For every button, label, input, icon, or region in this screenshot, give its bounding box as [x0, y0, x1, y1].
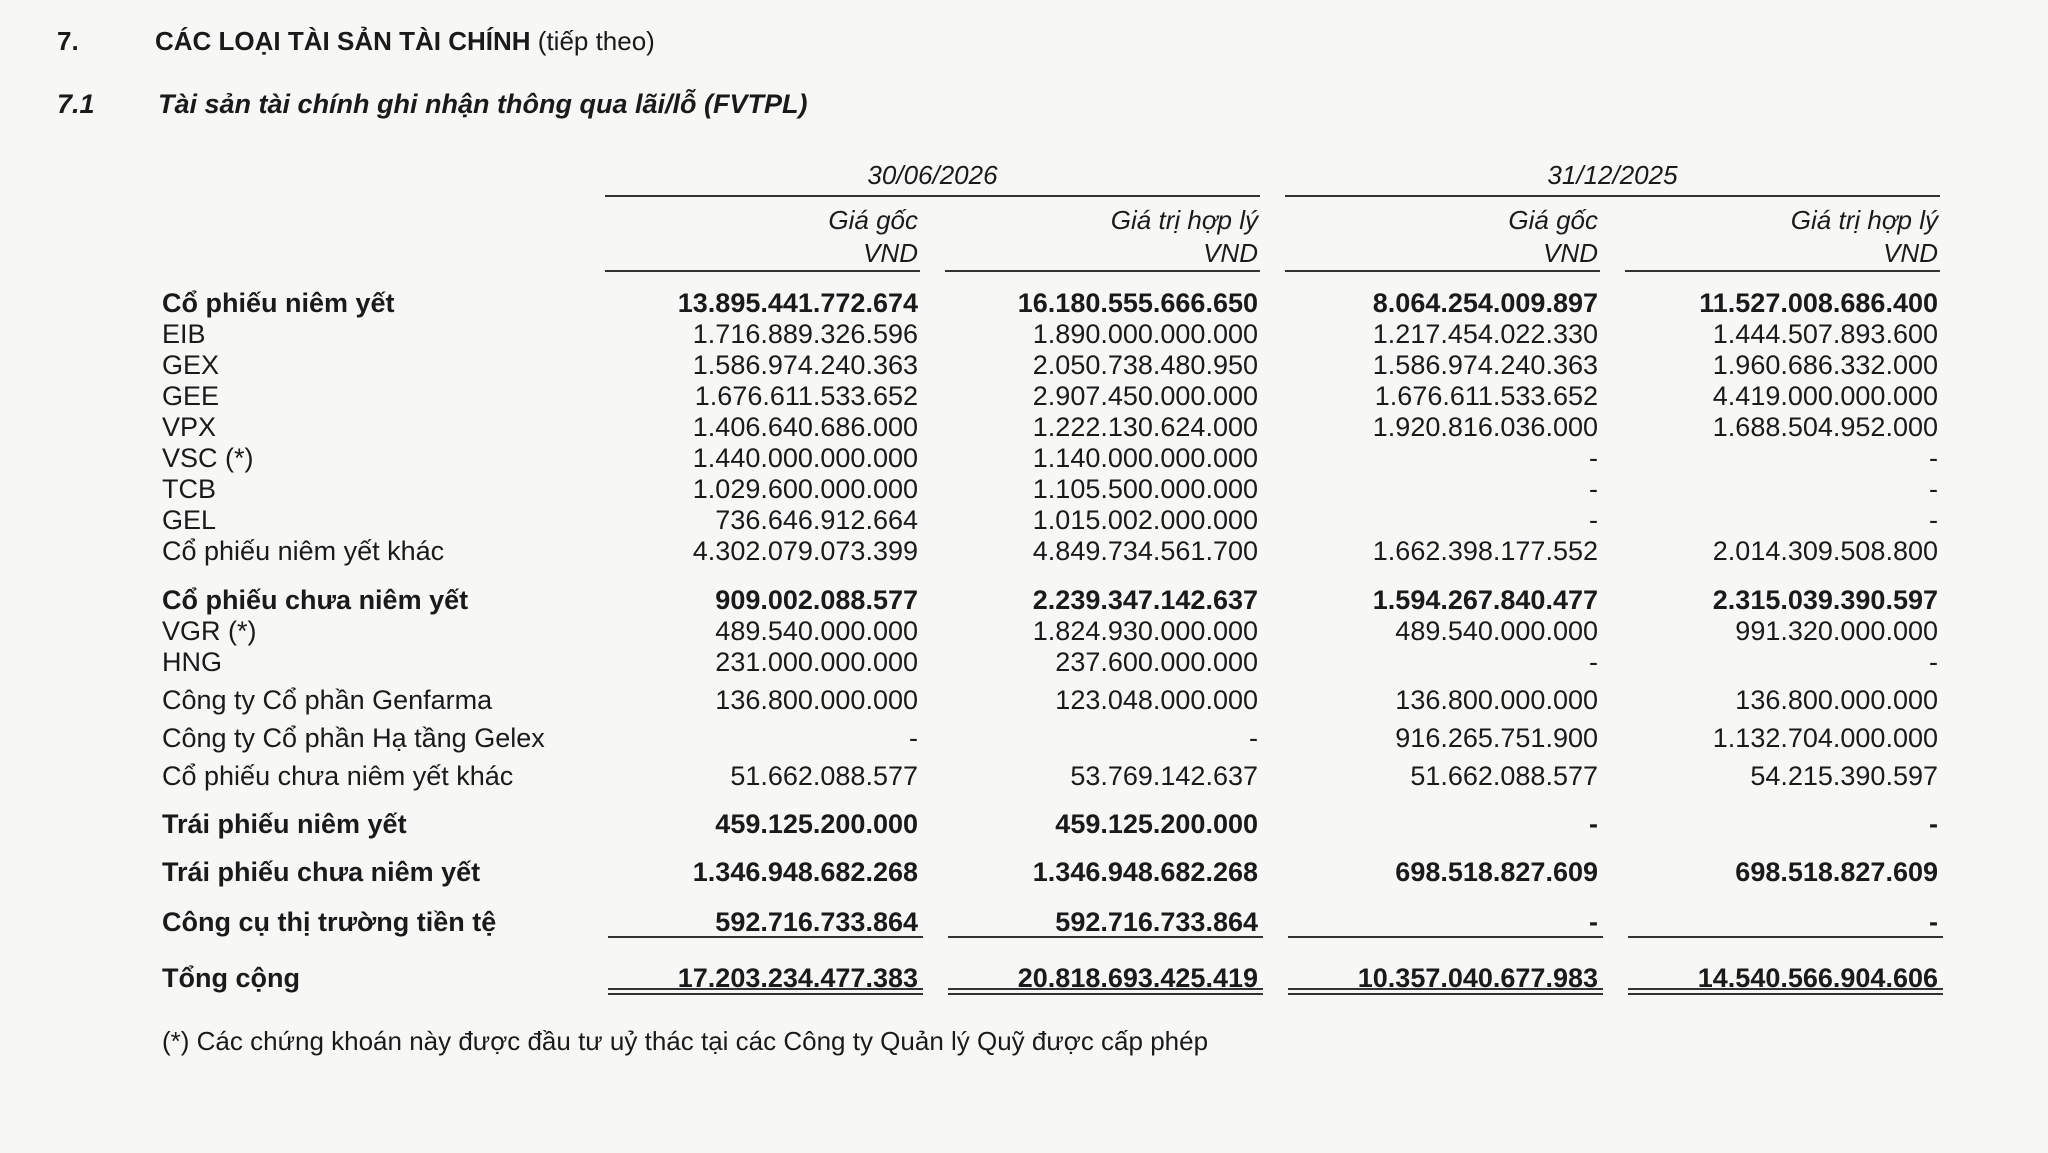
row-value-4: 2.014.309.508.800 — [1712, 536, 1938, 566]
table-row — [0, 411, 2048, 443]
section-title — [155, 26, 655, 57]
row-value-2: 123.048.000.000 — [1055, 685, 1258, 715]
total-double-rule-1 — [608, 988, 923, 995]
row-value-3: - — [1589, 907, 1598, 937]
row-value-2: 2.907.450.000.000 — [1032, 381, 1258, 411]
col-header-fair-1-label: Giá trị hợp lý — [1110, 205, 1258, 235]
row-value-4: 2.315.039.390.597 — [1712, 585, 1938, 615]
row-value-3: - — [1589, 505, 1598, 535]
header-rule-4 — [1625, 270, 1940, 272]
row-value-2: 592.716.733.864 — [1055, 907, 1258, 937]
row-value-1: 489.540.000.000 — [715, 616, 918, 646]
row-label: Tổng cộng — [162, 963, 300, 993]
row-label: VSC (*) — [162, 443, 254, 473]
row-value-4: - — [1929, 474, 1938, 504]
row-label: Công ty Cổ phần Genfarma — [162, 685, 493, 715]
col-header-fair-2 — [1618, 204, 1938, 270]
row-value-2: 1.015.002.000.000 — [1032, 505, 1258, 535]
row-value-2: 16.180.555.666.650 — [1017, 288, 1258, 318]
row-value-3: 10.357.040.677.983 — [1357, 963, 1598, 993]
row-value-2: 4.849.734.561.700 — [1032, 536, 1258, 566]
row-value-4: 14.540.566.904.606 — [1697, 963, 1938, 993]
row-value-1: 1.586.974.240.363 — [692, 350, 918, 380]
row-value-2: 1.890.000.000.000 — [1032, 319, 1258, 349]
row-label: EIB — [162, 319, 206, 349]
total-double-rule-2 — [948, 988, 1263, 995]
table-row — [0, 615, 2048, 647]
col-header-cost-1-unit: VND — [863, 238, 918, 268]
table-row — [0, 380, 2048, 412]
header-rule-3 — [1285, 270, 1600, 272]
table-row — [0, 473, 2048, 505]
row-value-4: 11.527.008.686.400 — [1699, 288, 1938, 318]
row-value-1: 1.440.000.000.000 — [692, 443, 918, 473]
table-row-group — [0, 856, 2048, 888]
header-rule-1 — [605, 270, 920, 272]
total-double-rule-3 — [1288, 988, 1603, 995]
subtotal-rule-4 — [1628, 936, 1943, 938]
row-value-1: 1.029.600.000.000 — [692, 474, 918, 504]
section-number: 7. — [57, 26, 79, 56]
period-rule-2 — [1285, 195, 1940, 197]
row-value-1: 231.000.000.000 — [715, 647, 918, 677]
row-value-3: 1.920.816.036.000 — [1372, 412, 1598, 442]
row-label: TCB — [162, 474, 216, 504]
row-value-4: 991.320.000.000 — [1735, 616, 1938, 646]
row-value-3: 1.594.267.840.477 — [1372, 585, 1598, 615]
header-rule-2 — [945, 270, 1260, 272]
row-value-3: 1.676.611.533.652 — [1374, 381, 1598, 411]
row-value-3: 1.662.398.177.552 — [1372, 536, 1598, 566]
row-value-2: 53.769.142.637 — [1070, 761, 1258, 791]
row-value-3: 8.064.254.009.897 — [1372, 288, 1598, 318]
subsection-title: Tài sản tài chính ghi nhận thông qua lãi/lỗ (FVTPL) — [158, 89, 808, 119]
row-label: Cổ phiếu niêm yết — [162, 288, 395, 318]
row-value-2: 1.222.130.624.000 — [1032, 412, 1258, 442]
row-label: Cổ phiếu chưa niêm yết — [162, 585, 469, 615]
subtotal-rule-3 — [1288, 936, 1603, 938]
row-value-4: 4.419.000.000.000 — [1712, 381, 1938, 411]
row-value-1: 459.125.200.000 — [715, 809, 918, 839]
table-row — [0, 349, 2048, 381]
row-value-1: 51.662.088.577 — [730, 761, 918, 791]
row-value-4: 1.960.686.332.000 — [1712, 350, 1938, 380]
row-value-3: 1.217.454.022.330 — [1372, 319, 1598, 349]
row-value-4: - — [1929, 809, 1938, 839]
row-value-3: - — [1589, 474, 1598, 504]
row-value-3: 489.540.000.000 — [1395, 616, 1598, 646]
row-value-4: 1.132.704.000.000 — [1712, 723, 1938, 753]
section-title-text: CÁC LOẠI TÀI SẢN TÀI CHÍNH — [155, 26, 531, 56]
table-row — [0, 535, 2048, 567]
row-value-1: 1.346.948.682.268 — [692, 857, 918, 887]
period-date-1: 30/06/2026 — [867, 160, 998, 190]
row-label: GEL — [162, 505, 217, 535]
col-header-cost-2 — [1278, 204, 1598, 270]
col-header-fair-2-label: Giá trị hợp lý — [1790, 205, 1938, 235]
row-value-1: 592.716.733.864 — [715, 907, 918, 937]
row-value-2: 2.050.738.480.950 — [1032, 350, 1258, 380]
table-row-group — [0, 287, 2048, 319]
section-title-suffix: (tiếp theo) — [537, 26, 655, 56]
row-value-4: 54.215.390.597 — [1750, 761, 1938, 791]
row-value-2: 237.600.000.000 — [1055, 647, 1258, 677]
row-label: Công cụ thị trường tiền tệ — [162, 907, 497, 937]
row-value-1: 136.800.000.000 — [715, 685, 918, 715]
col-header-fair-1 — [938, 204, 1258, 270]
row-value-3: 1.586.974.240.363 — [1372, 350, 1598, 380]
row-value-3: 51.662.088.577 — [1410, 761, 1598, 791]
row-value-2: 1.105.500.000.000 — [1032, 474, 1258, 504]
table-row — [0, 504, 2048, 536]
row-value-2: 1.140.000.000.000 — [1032, 443, 1258, 473]
row-value-2: 2.239.347.142.637 — [1032, 585, 1258, 615]
row-value-4: - — [1929, 647, 1938, 677]
table-row — [0, 646, 2048, 678]
col-header-cost-1-label: Giá gốc — [828, 205, 918, 235]
row-value-1: 4.302.079.073.399 — [692, 536, 918, 566]
row-value-3: 698.518.827.609 — [1395, 857, 1598, 887]
row-value-4: - — [1929, 443, 1938, 473]
row-value-1: 1.406.640.686.000 — [692, 412, 918, 442]
row-label: VGR (*) — [162, 616, 257, 646]
col-header-cost-1 — [598, 204, 918, 270]
col-header-cost-2-label: Giá gốc — [1508, 205, 1598, 235]
row-label: Trái phiếu chưa niêm yết — [162, 857, 481, 887]
row-value-1: 13.895.441.772.674 — [677, 288, 918, 318]
period-date-2: 31/12/2025 — [1547, 160, 1678, 190]
row-label: GEX — [162, 350, 220, 380]
row-value-3: - — [1589, 443, 1598, 473]
row-label: VPX — [162, 412, 217, 442]
table-row — [0, 760, 2048, 792]
row-value-4: 136.800.000.000 — [1735, 685, 1938, 715]
row-value-3: - — [1589, 809, 1598, 839]
row-label: Cổ phiếu niêm yết khác — [162, 536, 445, 566]
table-row — [0, 684, 2048, 716]
row-label: Trái phiếu niêm yết — [162, 809, 407, 839]
table-row-group — [0, 906, 2048, 938]
row-value-4: 1.444.507.893.600 — [1712, 319, 1938, 349]
period-rule-1 — [605, 195, 1260, 197]
row-value-2: - — [1249, 723, 1258, 753]
row-value-1: 909.002.088.577 — [715, 585, 918, 615]
row-value-4: 698.518.827.609 — [1735, 857, 1938, 887]
row-value-3: 136.800.000.000 — [1395, 685, 1598, 715]
table-row — [0, 318, 2048, 350]
row-label: GEE — [162, 381, 220, 411]
col-header-fair-1-unit: VND — [1203, 238, 1258, 268]
row-value-1: 1.676.611.533.652 — [694, 381, 918, 411]
row-value-4: 1.688.504.952.000 — [1712, 412, 1938, 442]
subtotal-rule-2 — [948, 936, 1263, 938]
table-row — [0, 442, 2048, 474]
subtotal-rule-1 — [608, 936, 923, 938]
row-value-3: - — [1589, 647, 1598, 677]
row-value-1: 736.646.912.664 — [715, 505, 918, 535]
row-label: Công ty Cổ phần Hạ tầng Gelex — [162, 723, 545, 753]
row-value-2: 1.824.930.000.000 — [1032, 616, 1258, 646]
footnote: (*) Các chứng khoán này được đầu tư uỷ thác tại các Công ty Quản lý Quỹ được cấp phép — [162, 1026, 1209, 1056]
row-value-1: - — [909, 723, 918, 753]
row-value-4: - — [1929, 907, 1938, 937]
col-header-cost-2-unit: VND — [1543, 238, 1598, 268]
row-value-2: 20.818.693.425.419 — [1017, 963, 1258, 993]
row-label: Cổ phiếu chưa niêm yết khác — [162, 761, 514, 791]
row-value-2: 1.346.948.682.268 — [1032, 857, 1258, 887]
row-value-4: - — [1929, 505, 1938, 535]
total-double-rule-4 — [1628, 988, 1943, 995]
table-row — [0, 722, 2048, 754]
row-value-1: 17.203.234.477.383 — [677, 963, 918, 993]
table-row-group — [0, 808, 2048, 840]
row-value-3: 916.265.751.900 — [1395, 723, 1598, 753]
row-value-2: 459.125.200.000 — [1055, 809, 1258, 839]
row-label: HNG — [162, 647, 222, 677]
row-value-1: 1.716.889.326.596 — [692, 319, 918, 349]
table-row-group — [0, 584, 2048, 616]
subsection-number: 7.1 — [57, 89, 95, 119]
col-header-fair-2-unit: VND — [1883, 238, 1938, 268]
